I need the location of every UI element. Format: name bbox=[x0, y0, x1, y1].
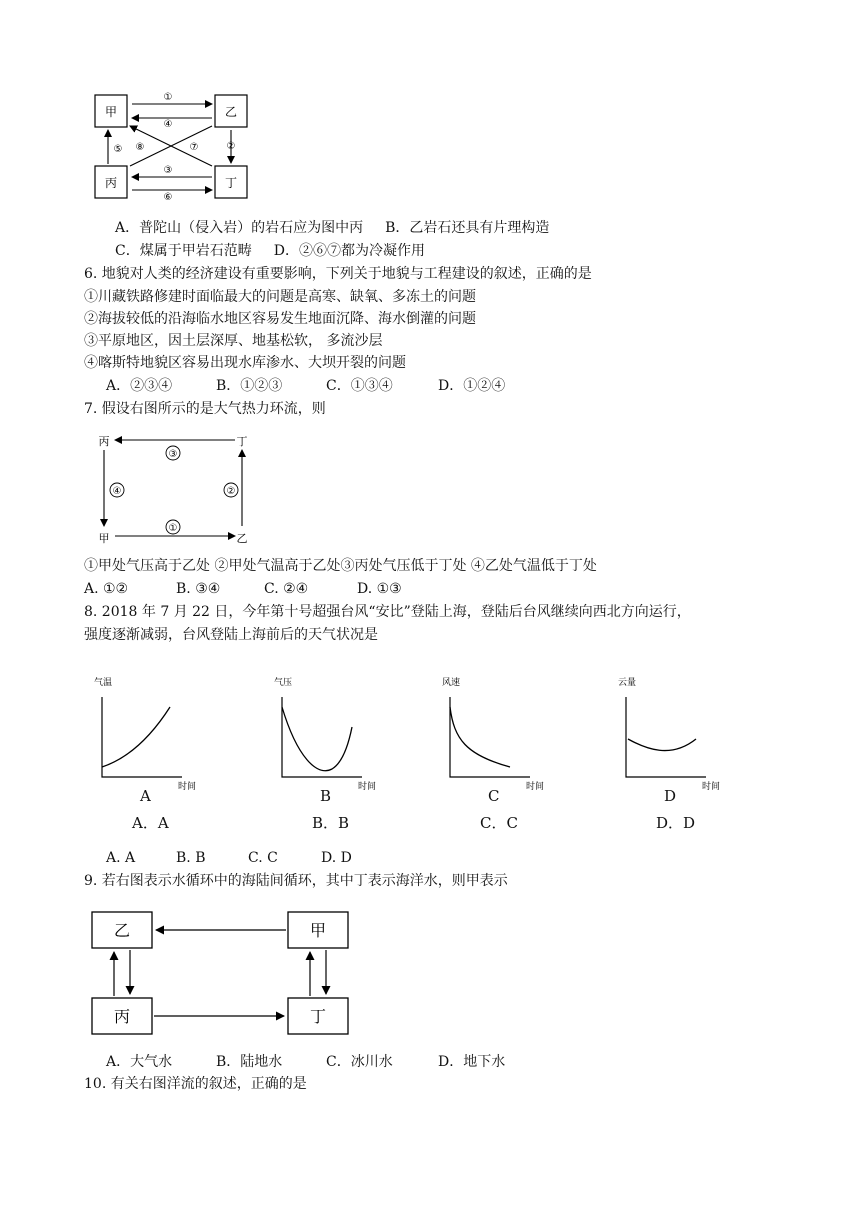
chart-axes bbox=[102, 697, 182, 777]
svg-text:⑦: ⑦ bbox=[189, 142, 199, 153]
chart-x-label: 时间 bbox=[178, 782, 197, 792]
q5-option-c[interactable]: C．煤属于甲岩石范畴 bbox=[115, 243, 252, 259]
q6-statement-2: ②海拔较低的沿海临水地区容易发生地面沉降、海水倒灌的问题 bbox=[84, 311, 476, 327]
node-bing-label: 丙 bbox=[104, 176, 118, 190]
q8-option-c[interactable]: C. C bbox=[248, 850, 278, 866]
chart-letter: C bbox=[488, 787, 500, 805]
q7-statements: ①甲处气压高于乙处 ②甲处气温高于乙处③丙处气压低于丁处 ④乙处气温低于丁处 bbox=[84, 558, 597, 574]
q8-option-b[interactable]: B. B bbox=[176, 850, 206, 866]
q8-option-d[interactable]: D. D bbox=[321, 850, 352, 866]
q7-stem: 7. 假设右图所示的是大气热力环流，则 bbox=[84, 401, 326, 417]
chart-caption: C．C bbox=[480, 814, 518, 832]
chart-y-label: 风速 bbox=[442, 678, 461, 688]
q9-options bbox=[106, 1052, 505, 1072]
q6-statement-1: ①川藏铁路修建时面临最大的问题是高寒、缺氧、多冻土的问题 bbox=[84, 289, 476, 305]
q5-option-b[interactable]: B．乙岩石还具有片理构造 bbox=[385, 220, 550, 236]
chart-caption: A．A bbox=[132, 814, 169, 832]
chart-y-label: 云量 bbox=[618, 678, 637, 688]
chart-series-line bbox=[282, 707, 352, 771]
q9-option-d[interactable]: D．地下水 bbox=[438, 1054, 506, 1070]
chart-y-label: 气温 bbox=[94, 678, 113, 688]
box-bing-label: 丙 bbox=[113, 1007, 131, 1026]
q6-option-d[interactable]: D．①②④ bbox=[438, 378, 506, 394]
q8-option-a[interactable]: A. A bbox=[106, 850, 136, 866]
q6-stem: 6. 地貌对人类的经济建设有重要影响，下列关于地貌与工程建设的叙述，正确的是 bbox=[84, 266, 592, 282]
q9-option-b[interactable]: B．陆地水 bbox=[216, 1054, 283, 1070]
chart-x-label: 时间 bbox=[358, 782, 377, 792]
thermal-circulation-diagram bbox=[95, 430, 255, 546]
chart-y-label: 气压 bbox=[274, 678, 293, 688]
rock-cycle-diagram bbox=[90, 86, 260, 206]
chart-axes bbox=[626, 697, 706, 777]
q5-options-row1 bbox=[115, 218, 549, 238]
svg-text:④: ④ bbox=[163, 119, 173, 130]
q7-option-c[interactable]: C. ②④ bbox=[264, 581, 309, 597]
q8-stem-line2: 强度逐渐减弱，台风登陆上海前后的天气状况是 bbox=[84, 627, 378, 643]
water-cycle-diagram bbox=[90, 910, 360, 1036]
q6-statement-4: ④喀斯特地貌区容易出现水库渗水、大坝开裂的问题 bbox=[84, 355, 406, 371]
q8-options bbox=[106, 848, 352, 868]
svg-text:⑥: ⑥ bbox=[163, 192, 173, 203]
point-ding: 丁 bbox=[236, 435, 248, 448]
q7-option-d[interactable]: D. ①③ bbox=[357, 581, 402, 597]
svg-text:④: ④ bbox=[112, 486, 122, 497]
chart-caption: B．B bbox=[312, 814, 350, 832]
chart-series-line bbox=[628, 739, 696, 751]
chart-x-label: 时间 bbox=[702, 782, 721, 792]
weather-chart-a bbox=[92, 677, 202, 792]
q9-stem: 9. 若右图表示水循环中的海陆间循环，其中丁表示海洋水，则甲表示 bbox=[84, 873, 508, 889]
q7-options bbox=[84, 579, 402, 599]
chart-letter: B bbox=[320, 787, 332, 805]
svg-text:③: ③ bbox=[163, 165, 173, 176]
svg-text:②: ② bbox=[226, 486, 236, 497]
q9-option-a[interactable]: A．大气水 bbox=[106, 1054, 173, 1070]
q6-options bbox=[106, 376, 505, 396]
q7-option-b[interactable]: B. ③④ bbox=[176, 581, 221, 597]
weather-chart-d bbox=[616, 677, 726, 792]
chart-letter: A bbox=[140, 787, 151, 805]
q6-option-b[interactable]: B．①②③ bbox=[216, 378, 283, 394]
svg-text:②: ② bbox=[226, 141, 236, 152]
point-bing: 丙 bbox=[98, 435, 110, 448]
svg-text:③: ③ bbox=[168, 449, 178, 460]
q6-option-c[interactable]: C．①③④ bbox=[326, 378, 393, 394]
svg-text:⑤: ⑤ bbox=[113, 144, 123, 155]
weather-chart-c bbox=[440, 677, 550, 792]
chart-series-line bbox=[102, 707, 170, 767]
q6-option-a[interactable]: A．②③④ bbox=[106, 378, 173, 394]
node-yi-label: 乙 bbox=[224, 105, 238, 119]
node-jia-label: 甲 bbox=[104, 105, 118, 119]
box-ding-label: 丁 bbox=[309, 1007, 327, 1026]
chart-series-line bbox=[450, 707, 510, 767]
point-jia: 甲 bbox=[98, 532, 110, 545]
chart-letter: D bbox=[664, 787, 677, 805]
q5-option-d[interactable]: D．②⑥⑦都为冷凝作用 bbox=[273, 243, 425, 259]
svg-text:①: ① bbox=[168, 523, 178, 534]
q7-option-a[interactable]: A. ①② bbox=[84, 581, 129, 597]
q5-options-row2 bbox=[115, 241, 425, 261]
q10-stem: 10. 有关右图洋流的叙述，正确的是 bbox=[84, 1076, 307, 1092]
q8-stem-line1: 8. 2018 年 7 月 22 日，今年第十号超强台风“安比”登陆上海，登陆后台风继续向西北方向运行， bbox=[84, 604, 691, 620]
chart-axes bbox=[450, 697, 530, 777]
box-yi-label: 乙 bbox=[113, 921, 131, 940]
q6-statement-3: ③平原地区，因土层深厚、地基松软， 多流沙层 bbox=[84, 333, 383, 349]
chart-x-label: 时间 bbox=[526, 782, 545, 792]
svg-text:⑧: ⑧ bbox=[135, 142, 145, 153]
svg-text:①: ① bbox=[163, 92, 173, 103]
q9-option-c[interactable]: C．冰川水 bbox=[326, 1054, 393, 1070]
box-jia-label: 甲 bbox=[309, 921, 327, 940]
q5-option-a[interactable]: A．普陀山（侵入岩）的岩石应为图中丙 bbox=[115, 220, 364, 236]
point-yi: 乙 bbox=[236, 532, 248, 545]
chart-caption: D．D bbox=[656, 814, 696, 832]
weather-chart-b bbox=[272, 677, 382, 792]
node-ding-label: 丁 bbox=[224, 176, 238, 190]
